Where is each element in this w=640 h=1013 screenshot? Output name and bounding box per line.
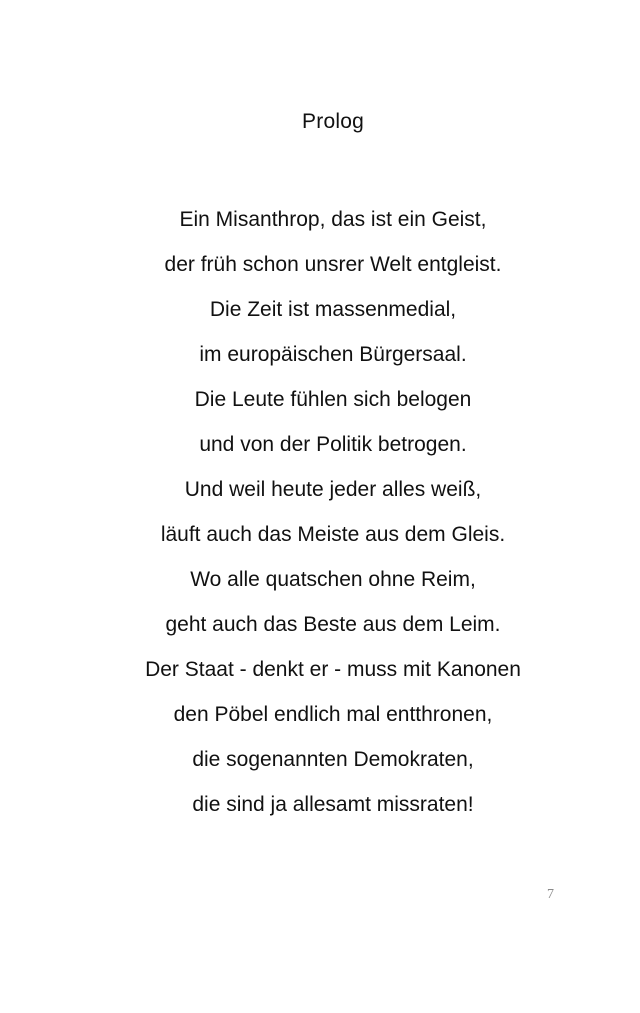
poem-line: die sogenannten Demokraten,: [192, 748, 474, 771]
page-number: 7: [547, 887, 554, 902]
poem-text: [0, 197, 640, 827]
poem-line: läuft auch das Meiste aus dem Gleis.: [160, 523, 506, 546]
poem-line: Der Staat - denkt er - muss mit Kanonen: [145, 658, 521, 681]
poem-line: Und weil heute jeder alles weiß,: [184, 478, 482, 501]
poem-line: Die Leute fühlen sich belogen: [194, 388, 472, 411]
poem-line: geht auch das Beste aus dem Leim.: [165, 613, 501, 636]
poem-line: den Pöbel endlich mal entthronen,: [173, 703, 493, 726]
poem-line: und von der Politik betrogen.: [199, 433, 467, 456]
chapter-title: Prolog: [302, 110, 364, 133]
poem-line: Ein Misanthrop, das ist ein Geist,: [179, 208, 487, 231]
poem-line: im europäischen Bürgersaal.: [199, 343, 467, 366]
poem-line: der früh schon unsrer Welt entgleist.: [164, 253, 502, 276]
poem-line: die sind ja allesamt missraten!: [192, 793, 474, 816]
poem-line: Die Zeit ist massenmedial,: [209, 298, 457, 321]
poem-line: Wo alle quatschen ohne Reim,: [190, 568, 476, 591]
